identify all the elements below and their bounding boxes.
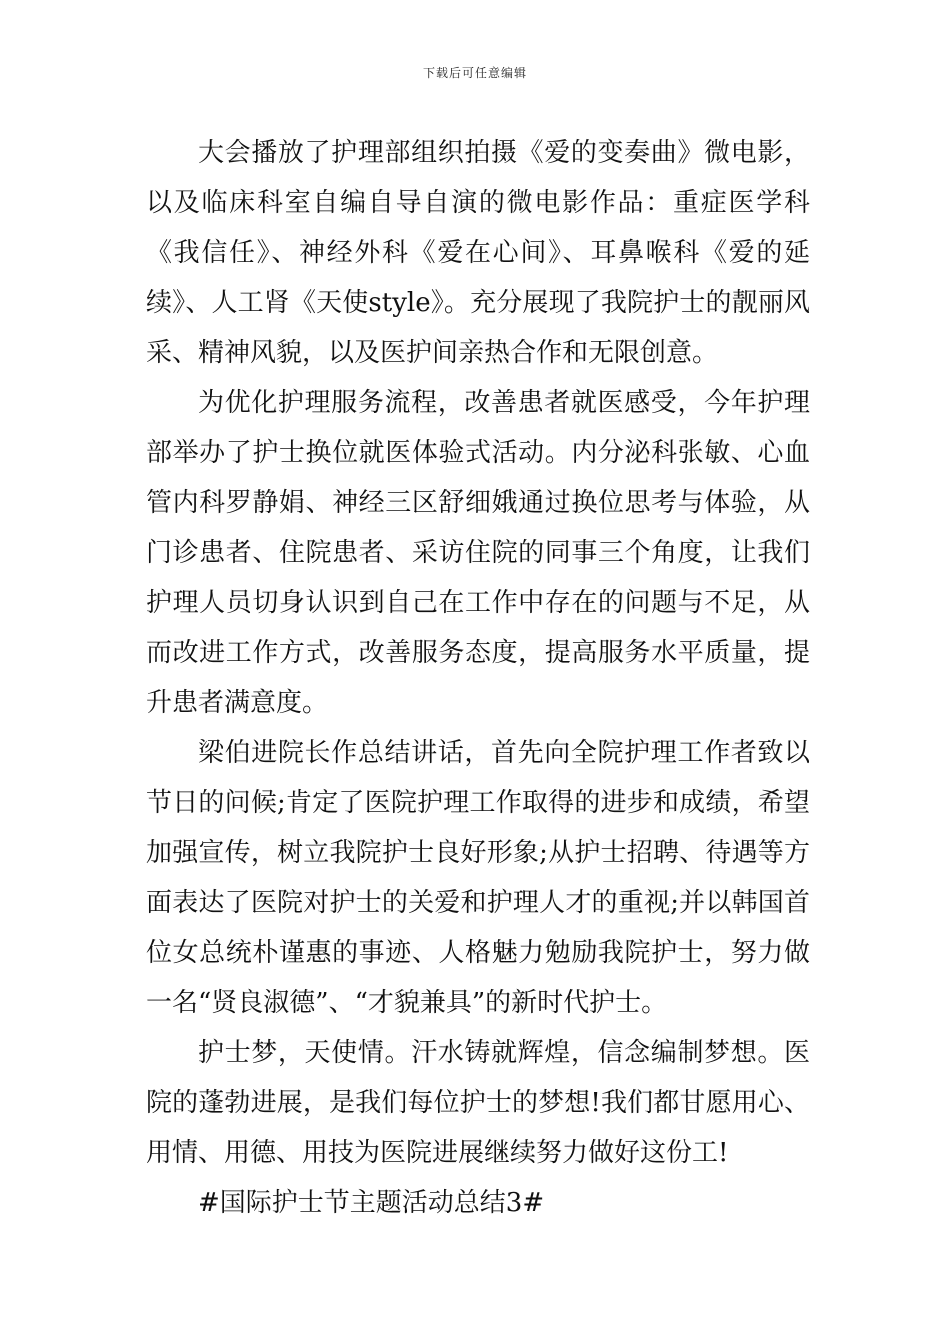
paragraph-president-speech: 梁伯进院长作总结讲话，首先向全院护理工作者致以节日的问候;肯定了医院护理工作取得的进步和成绩，希望加强宣传，树立我院护士良好形象;从护士招聘、待遇等方面表达了医院对护士的关爱和护理人才的重视;并以韩国首位女总统朴谨惠的事迹、人格魅力勉励我院护士，努力做一名“贤良淑德”、“才貌兼具”的新时代护士。 (146, 738, 810, 1018)
paragraph-role-swap: 为优化护理服务流程，改善患者就医感受，今年护理部举办了护士换位就医体验式活动。内分泌科张敏、心血管内科罗静娟、神经三区舒细娥通过换位思考与体验，从门诊患者、住院患者、采访住院的同事三个角度，让我们护理人员切身认识到自己在工作中存在的问题与不足，从而改进工作方式，改善服务态度，提高服务水平质量，提升患者满意度。 (146, 388, 810, 718)
paragraph-micro-film: 大会播放了护理部组织拍摄《爱的变奏曲》微电影，以及临床科室自编自导自演的微电影作品：重症医学科《我信任》、神经外科《爱在心间》、耳鼻喉科《爱的延续》、人工肾《天使style》。充分展现了我院护士的靓丽风采、精神风貌，以及医护间亲热合作和无限创意。 (146, 138, 810, 368)
page-header: 下载后可任意编辑 (422, 66, 527, 80)
section-heading: #国际护士节主题活动总结3# (198, 1188, 545, 1218)
document-body (146, 128, 810, 1228)
paragraph-nurse-dream: 护士梦，天使情。汗水铸就辉煌，信念编制梦想。医院的蓬勃进展，是我们每位护士的梦想!我们都甘愿用心、用情、用德、用技为医院进展继续努力做好这份工! (146, 1038, 810, 1168)
